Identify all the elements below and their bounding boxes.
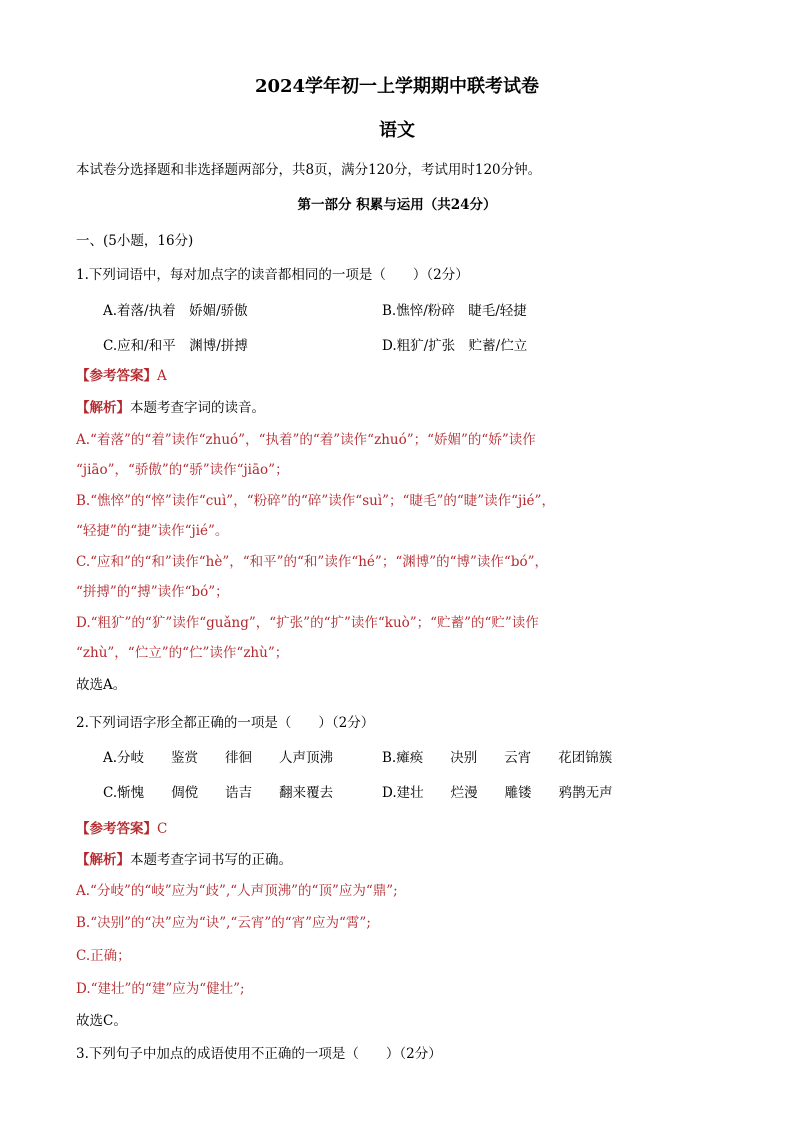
- q1-analysis-line: A.“着落”的“着”读作“zhuó”，“执着”的“着”读作“zhuó”；“娇媚”的“娇”读作: [76, 432, 536, 448]
- q1-stem: 1.下列词语中，每对加点字的读音都相同的一项是（ ）（2分）: [76, 267, 469, 283]
- q2-analysis: [76, 848, 292, 868]
- answer-value: A: [157, 368, 167, 384]
- exam-title: 2024学年初一上学期期中联考试卷: [254, 76, 540, 97]
- q2-analysis-line: A.“分岐”的“岐”应为“歧”,“人声顶沸”的“顶”应为“鼎”;: [76, 883, 398, 899]
- q2-option-d: D.建壮 烂漫 雕镂 鸦鹊无声: [382, 785, 613, 801]
- analysis-label: 【解析】: [76, 852, 130, 868]
- analysis-label: 【解析】: [76, 400, 130, 416]
- part-heading: 第一部分 积累与运用（共24分）: [297, 197, 497, 213]
- q1-analysis-line: “拼搏”的“搏”读作“bó”；: [76, 584, 229, 600]
- q2-option-b: B.瘫痪 决别 云宵 花团锦簇: [382, 750, 613, 766]
- q1-option-b: B.憔悴/粉碎 睫毛/轻捷: [382, 303, 527, 319]
- analysis-text: 本题考查字词书写的正确。: [130, 852, 292, 868]
- q2-analysis-line: C.正确；: [76, 948, 131, 964]
- q2-stem: 2.下列词语字形全都正确的一项是（ ）（2分）: [76, 715, 375, 731]
- q1-analysis-line: “zhù”，“伫立”的“伫”读作“zhù”；: [76, 645, 289, 661]
- q1-analysis-line: “jiāo”，“骄傲”的“骄”读作“jiāo”；: [76, 462, 289, 478]
- q2-option-c: C.惭愧 倜傥 诰吉 翻来覆去: [103, 785, 334, 801]
- answer-label: 【参考答案】: [76, 368, 157, 384]
- q2-answer: [76, 817, 167, 837]
- q2-analysis-line: B.“决别”的“决”应为“诀”,“云宵”的“宵”应为“霄”;: [76, 915, 371, 931]
- q1-conclusion: 故选A。: [76, 677, 127, 693]
- q2-analysis-line: D.“建壮”的“建”应为“健壮”;: [76, 981, 245, 997]
- analysis-text: 本题考查字词的读音。: [130, 400, 265, 416]
- q2-option-a: A.分岐 鉴赏 徘徊 人声顶沸: [103, 750, 334, 766]
- q1-answer: [76, 364, 167, 384]
- q1-analysis-line: D.“粗犷”的“犷”读作“guǎng”，“扩张”的“扩”读作“kuò”；“贮蓄”的“贮”读作: [76, 615, 539, 631]
- q2-conclusion: 故选C。: [76, 1013, 127, 1029]
- q1-option-c: C.应和/和平 渊博/拼搏: [103, 338, 248, 354]
- answer-value: C: [157, 821, 168, 837]
- answer-label: 【参考答案】: [76, 821, 157, 837]
- q3-stem: 3.下列句子中加点的成语使用不正确的一项是（ ）（2分）: [76, 1046, 442, 1062]
- section-heading: 一、(5小题，16分): [76, 233, 194, 249]
- q1-option-a: A.着落/执着 娇媚/骄傲: [103, 303, 248, 319]
- q1-analysis-line: B.“憔悴”的“悴”读作“cuì”，“粉碎”的“碎”读作“suì”；“睫毛”的“睫”读作“jié”，: [76, 493, 555, 509]
- q1-option-d: D.粗犷/扩张 贮蓄/伫立: [382, 338, 528, 354]
- q1-analysis-line: “轻捷”的“捷”读作“jié”。: [76, 523, 229, 539]
- exam-intro: 本试卷分选择题和非选择题两部分，共8页，满分120分，考试用时120分钟。: [76, 162, 542, 178]
- q1-analysis: [76, 396, 265, 416]
- subject-title: 语文: [379, 120, 415, 141]
- q1-analysis-line: C.“应和”的“和”读作“hè”，“和平”的“和”读作“hé”；“渊博”的“博”读作“bó”，: [76, 554, 549, 570]
